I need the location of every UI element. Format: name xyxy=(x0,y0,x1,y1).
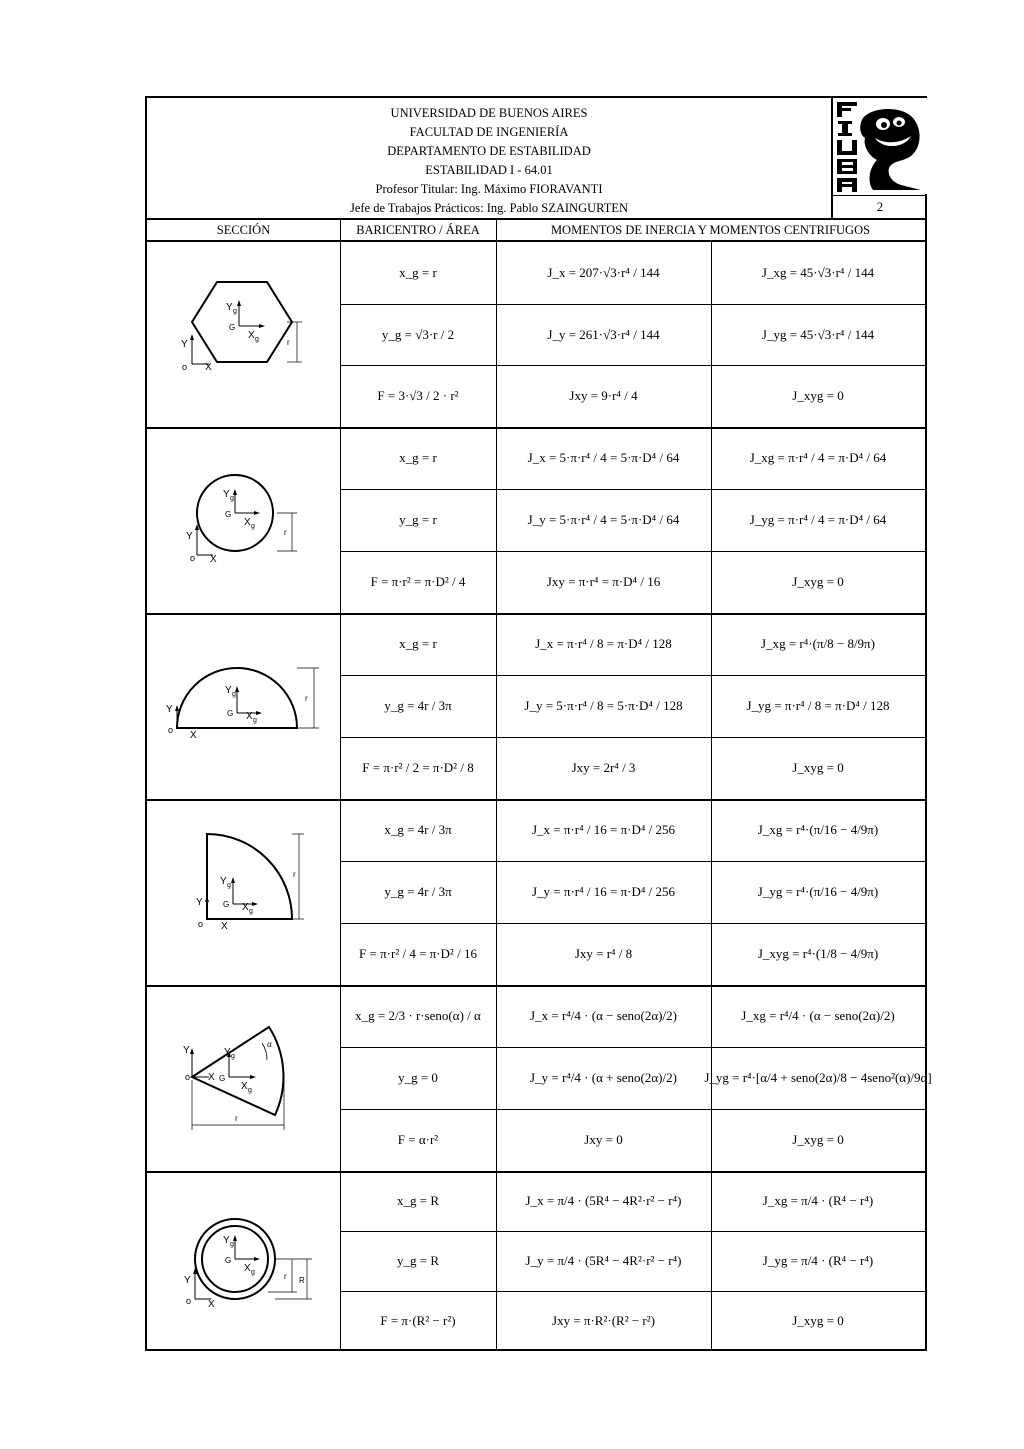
semicircle-diagram xyxy=(147,613,340,799)
page-number: 2 xyxy=(831,196,927,218)
svg-text:X: X xyxy=(210,554,217,565)
centroidal-inertia-formula: J_yg = π/4 · (R⁴ − r⁴) xyxy=(762,1253,874,1268)
svg-text:o: o xyxy=(168,725,174,735)
inertia-formula: J_y = 5·π·r⁴ / 8 = 5·π·D⁴ / 128 xyxy=(524,698,683,713)
centroidal-inertia-formula: J_yg = π·r⁴ / 8 = π·D⁴ / 128 xyxy=(746,698,890,713)
fiuba-logo xyxy=(831,98,927,196)
inertia-formula: J_x = 5·π·r⁴ / 4 = 5·π·D⁴ / 64 xyxy=(527,450,680,465)
svg-text:α: α xyxy=(267,1039,272,1049)
svg-text:X: X xyxy=(208,1299,215,1310)
quarter-circle-diagram xyxy=(147,799,340,985)
svg-text:r: r xyxy=(284,1272,287,1281)
svg-text:r: r xyxy=(284,528,287,537)
centroid-area-formula: x_g = r xyxy=(399,636,437,651)
centroidal-inertia-formula: J_xg = 45·√3·r⁴ / 144 xyxy=(761,265,875,280)
svg-text:Y: Y xyxy=(223,489,230,500)
centroidal-inertia-formula: J_yg = 45·√3·r⁴ / 144 xyxy=(761,327,875,342)
inertia-formula: J_y = π·r⁴ / 16 = π·D⁴ / 256 xyxy=(531,884,675,899)
svg-text:g: g xyxy=(227,882,231,889)
centroid-area-formula: y_g = 4r / 3π xyxy=(384,698,452,713)
centroidal-inertia-formula: J_xg = π/4 · (R⁴ − r⁴) xyxy=(762,1193,874,1208)
inertia-formula: J_x = π/4 · (5R⁴ − 4R²·r² − r⁴) xyxy=(525,1193,682,1208)
centroid-area-formula: x_g = R xyxy=(396,1193,439,1208)
svg-text:G: G xyxy=(227,709,234,718)
svg-text:g: g xyxy=(232,691,236,698)
header-line-6: Jefe de Trabajos Prácticos: Ing. Pablo SZAINGURTEN xyxy=(349,201,629,215)
centroid-area-formula: x_g = 2/3 · r·seno(α) / α xyxy=(355,1008,481,1023)
svg-text:g: g xyxy=(231,1053,235,1060)
svg-text:R: R xyxy=(299,1276,305,1285)
centroid-area-formula: F = π·r² / 2 = π·D² / 8 xyxy=(362,760,474,775)
col-header-section: SECCIÓN xyxy=(147,218,340,242)
hexagon-diagram xyxy=(147,242,340,427)
inertia-formula: Jxy = π·R²·(R² − r²) xyxy=(552,1313,655,1328)
inertia-formula: Jxy = r⁴ / 8 xyxy=(574,946,633,961)
svg-text:G: G xyxy=(225,510,232,519)
centroidal-inertia-formula: J_xyg = 0 xyxy=(792,760,844,775)
centroidal-inertia-formula: J_xyg = 0 xyxy=(792,1313,844,1328)
svg-text:o: o xyxy=(182,362,188,372)
inertia-formula: J_x = r⁴/4 · (α − seno(2α)/2) xyxy=(530,1008,677,1023)
svg-text:Y: Y xyxy=(226,302,233,313)
inertia-formula: J_x = 207·√3·r⁴ / 144 xyxy=(547,265,660,280)
hex-y-axis-label: Y xyxy=(181,339,188,350)
svg-text:g: g xyxy=(248,1087,252,1094)
formula-sheet xyxy=(145,96,932,1351)
svg-text:X: X xyxy=(205,362,212,373)
centroid-area-formula: x_g = 4r / 3π xyxy=(384,822,452,837)
svg-text:Y: Y xyxy=(166,704,173,715)
inertia-formula: J_y = r⁴/4 · (α + seno(2α)/2) xyxy=(530,1070,677,1085)
annulus-diagram xyxy=(147,1171,340,1351)
svg-text:g: g xyxy=(249,908,253,915)
centroid-area-formula: F = 3·√3 / 2 · r² xyxy=(377,388,459,403)
svg-text:X: X xyxy=(244,1263,251,1274)
svg-text:r: r xyxy=(293,870,296,879)
centroidal-inertia-formula: J_xyg = 0 xyxy=(792,574,844,589)
col-header-centroid-area: BARICENTRO / ÁREA xyxy=(340,218,496,242)
svg-text:G: G xyxy=(223,900,230,909)
centroidal-inertia-formula: J_xyg = 0 xyxy=(792,1132,844,1147)
svg-text:Y: Y xyxy=(186,531,193,542)
inertia-formula: Jxy = 2r⁴ / 3 xyxy=(571,760,636,775)
svg-text:g: g xyxy=(230,495,234,502)
centroidal-inertia-formula: J_yg = r⁴·[α/4 + seno(2α)/8 − 4seno²(α)/9α] xyxy=(704,1070,932,1085)
inertia-formula: Jxy = 9·r⁴ / 4 xyxy=(569,388,638,403)
inertia-formula: J_y = 5·π·r⁴ / 4 = 5·π·D⁴ / 64 xyxy=(527,512,680,527)
institution-header xyxy=(147,98,831,218)
svg-text:Y: Y xyxy=(184,1275,191,1286)
centroid-area-formula: y_g = r xyxy=(399,512,437,527)
centroidal-inertia-formula: J_xyg = r⁴·(1/8 − 4/9π) xyxy=(757,946,879,961)
inertia-formula: Jxy = π·r⁴ = π·D⁴ / 16 xyxy=(546,574,661,589)
svg-text:Y: Y xyxy=(223,1235,230,1246)
svg-text:r: r xyxy=(287,338,290,347)
centroid-area-formula: y_g = 4r / 3π xyxy=(384,884,452,899)
col-header-moments: MOMENTOS DE INERCIA Y MOMENTOS CENTRIFUGOS xyxy=(496,218,925,242)
svg-text:X: X xyxy=(246,711,253,722)
centroidal-inertia-formula: J_yg = π·r⁴ / 4 = π·D⁴ / 64 xyxy=(749,512,887,527)
svg-text:Y: Y xyxy=(220,876,227,887)
centroid-area-formula: F = α·r² xyxy=(397,1132,439,1147)
svg-text:g: g xyxy=(230,1241,234,1248)
svg-text:X: X xyxy=(221,921,228,932)
circle-diagram xyxy=(147,427,340,613)
svg-text:g: g xyxy=(233,308,237,315)
inertia-formula: J_y = 261·√3·r⁴ / 144 xyxy=(547,327,660,342)
header-line-3: DEPARTAMENTO DE ESTABILIDAD xyxy=(387,144,591,158)
centroidal-inertia-formula: J_xg = r⁴/4 · (α − seno(2α)/2) xyxy=(741,1008,895,1023)
centroid-area-formula: y_g = 0 xyxy=(398,1070,438,1085)
inertia-formula: J_x = π·r⁴ / 8 = π·D⁴ / 128 xyxy=(535,636,672,651)
inertia-formula: Jxy = 0 xyxy=(584,1132,623,1147)
centroid-area-formula: F = π·r² = π·D² / 4 xyxy=(370,574,466,589)
header-line-2: FACULTAD DE INGENIERÍA xyxy=(409,125,569,139)
centroid-area-formula: x_g = r xyxy=(399,450,437,465)
centroid-area-formula: y_g = √3·r / 2 xyxy=(381,327,455,342)
inertia-formula: J_x = π·r⁴ / 16 = π·D⁴ / 256 xyxy=(531,822,675,837)
svg-text:Y: Y xyxy=(183,1045,190,1056)
svg-text:Y: Y xyxy=(224,1047,231,1058)
svg-text:r: r xyxy=(305,694,308,703)
svg-text:X: X xyxy=(248,330,255,341)
svg-text:Y: Y xyxy=(225,685,232,696)
svg-text:g: g xyxy=(251,523,255,530)
svg-text:g: g xyxy=(253,717,257,724)
svg-text:G: G xyxy=(225,1256,232,1265)
centroidal-inertia-formula: J_xyg = 0 xyxy=(792,388,844,403)
circular-sector-diagram xyxy=(147,985,340,1171)
centroid-area-formula: F = π·r² / 4 = π·D² / 16 xyxy=(359,946,477,961)
header-line-1: UNIVERSIDAD DE BUENOS AIRES xyxy=(390,106,588,120)
centroid-area-formula: x_g = r xyxy=(399,265,437,280)
svg-text:g: g xyxy=(255,336,259,343)
centroid-area-formula: F = π·(R² − r²) xyxy=(380,1313,456,1328)
svg-text:Y: Y xyxy=(196,897,203,908)
svg-text:X: X xyxy=(244,517,251,528)
svg-text:X: X xyxy=(241,1081,248,1092)
centroidal-inertia-formula: J_xg = r⁴·(π/8 − 8/9π) xyxy=(761,636,875,651)
svg-text:X: X xyxy=(208,1072,215,1083)
svg-text:g: g xyxy=(251,1269,255,1276)
svg-text:r: r xyxy=(235,1114,238,1123)
svg-text:G: G xyxy=(219,1074,226,1083)
header-line-4: ESTABILIDAD I - 64.01 xyxy=(425,163,553,177)
centroidal-inertia-formula: J_xg = r⁴·(π/16 − 4/9π) xyxy=(757,822,879,837)
svg-text:o: o xyxy=(185,1072,191,1082)
svg-text:o: o xyxy=(186,1296,192,1306)
svg-text:X: X xyxy=(242,902,249,913)
svg-text:X: X xyxy=(190,730,197,741)
inertia-formula: J_y = π/4 · (5R⁴ − 4R²·r² − r⁴) xyxy=(525,1253,682,1268)
svg-text:o: o xyxy=(190,553,196,563)
centroid-area-formula: y_g = R xyxy=(396,1253,439,1268)
header-line-5: Profesor Titular: Ing. Máximo FIORAVANTI xyxy=(375,182,603,196)
svg-text:o: o xyxy=(198,919,204,929)
svg-text:G: G xyxy=(229,323,236,332)
centroidal-inertia-formula: J_xg = π·r⁴ / 4 = π·D⁴ / 64 xyxy=(749,450,887,465)
centroidal-inertia-formula: J_yg = r⁴·(π/16 − 4/9π) xyxy=(757,884,879,899)
